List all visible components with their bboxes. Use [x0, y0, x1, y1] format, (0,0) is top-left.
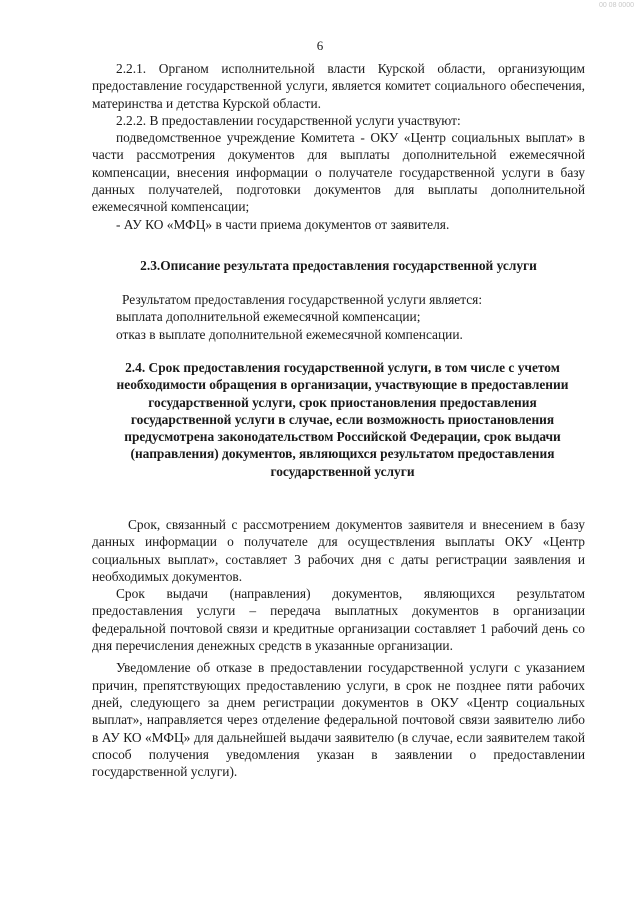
heading-2-4: 2.4. Срок предоставления государственной услуги, в том числе с учетом необходимости обращения в организации, участвующие в предоставлении государственной услуги, срок приостановления предоставления государственной услуги в случае, если возможность приостановления предусмотрена законодательством Российской Федерации, срок выдачи (направления) документов, являющихся результатом предоставления государственной услуги [116, 360, 569, 479]
section-2-4-body [92, 516, 585, 780]
paragraph-result-refusal: отказ в выплате дополнительной ежемесячной компенсации. [116, 326, 463, 342]
paragraph-term-issue: Срок выдачи (направления) документов, являющихся результатом предоставления услуги – передача выплатных документов в организации федеральной почтовой связи и кредитные организации составляет 1 рабочий день со дня перечисления денежных средств в указанные организации. [92, 586, 585, 654]
heading-2-3: 2.3.Описание результата предоставления государственной услуги [140, 258, 537, 273]
paragraph-participant-oku: подведомственное учреждение Комитета - ОКУ «Центр социальных выплат» в части рассмотрения документов для выплаты дополнительной ежемесячной компенсации, внесения информации о получателе государственной услуги в базу данных получателей, подготовки документов для выплаты дополнительной ежемесячной компенсации; [92, 130, 585, 215]
paragraph-result-intro: Результатом предоставления государственной услуги является: [122, 292, 483, 307]
paragraph-refusal-notice: Уведомление об отказе в предоставлении государственной услуги с указанием причин, препятствующих предоставлению услуги, в срок не позднее пяти рабочих дней, следующего за днем регистрации документов в ОКУ «Центр социальных выплат», направляется через отделение федеральной почтовой связи заявителю либо в АУ КО «МФЦ» для дальнейшей выдачи заявителю (в случае, если заявителем такой способ получения уведомления указан в заявлении о предоставлении государственной услуги). [92, 660, 585, 780]
section-2-4 [100, 359, 585, 480]
paragraph-result-payment: выплата дополнительной ежемесячной компенсации; [116, 309, 421, 325]
section-2-2 [92, 60, 585, 233]
paragraph-2-2-1: 2.2.1. Органом исполнительной власти Курской области, организующим предоставление государственной услуги, является комитет социального обеспечения, материнства и детства Курской области. [92, 61, 585, 111]
paragraph-term-review: Срок, связанный с рассмотрением документов заявителя и внесением в базу данных информации о получателе для осуществления выплаты ОКУ «Центр социальных выплат», составляет 3 рабочих дня с даты регистрации заявления и необходимых документов. [92, 517, 585, 584]
paragraph-participant-mfc: - АУ КО «МФЦ» в части приема документов от заявителя. [116, 216, 450, 232]
section-2-3 [92, 257, 585, 274]
scan-corner-mark: 00 08 0000 [598, 2, 634, 9]
paragraph-2-2-2: 2.2.2. В предоставлении государственной услуги участвуют: [116, 112, 461, 128]
page-number: 6 [316, 38, 324, 53]
section-2-3-body [92, 291, 585, 343]
